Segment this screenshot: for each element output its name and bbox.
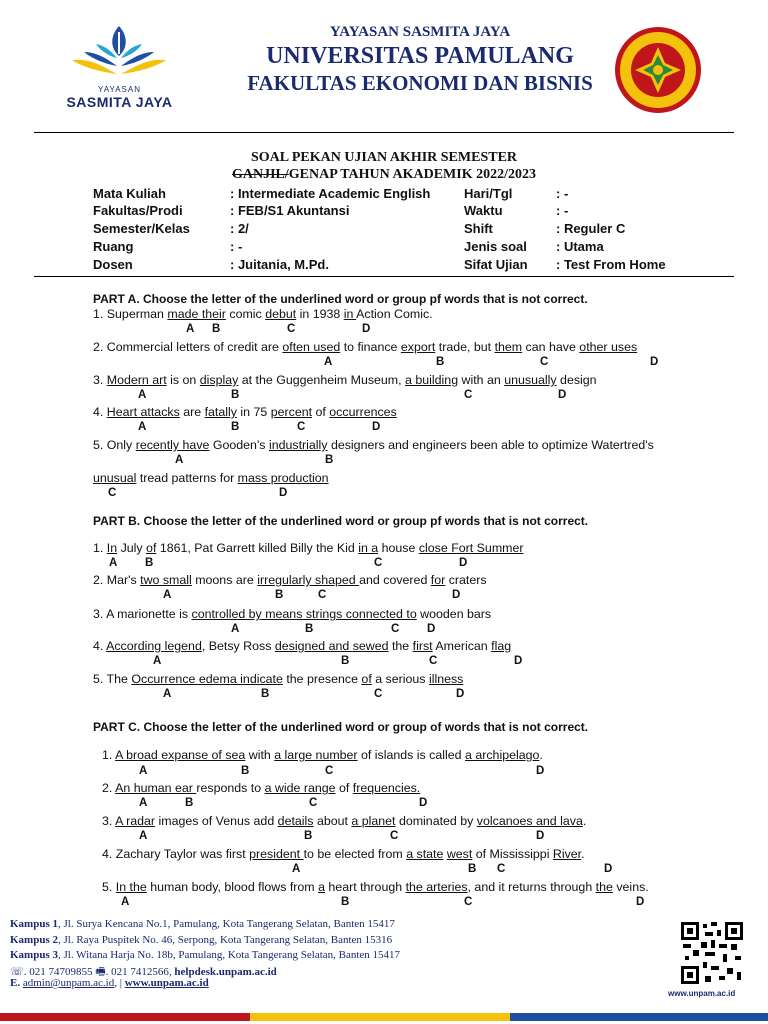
info-label: Jenis soal	[464, 239, 527, 254]
q-text: 3.	[102, 814, 116, 828]
option-c: for	[430, 573, 446, 587]
q-text: 2.	[102, 781, 116, 795]
letter-b: B	[241, 765, 250, 777]
option-ab: An human ear	[115, 781, 197, 795]
q-text: tread patterns for	[136, 471, 238, 485]
info-value: : 2/	[230, 221, 249, 236]
option-c: of	[361, 672, 372, 686]
question-c1	[102, 748, 543, 762]
q-text: 4.	[93, 639, 107, 653]
letter-b: B	[231, 421, 240, 433]
option-c: them	[494, 340, 523, 354]
campus-address: , Jl. Raya Puspitek No. 46, Serpong, Kota Tangerang Selatan, Banten 15316	[58, 934, 393, 946]
letter-d: D	[558, 389, 567, 401]
letter-d: D	[604, 863, 613, 875]
info-label: Dosen	[93, 257, 133, 272]
campus-address: , Jl. Surya Kencana No.1, Pamulang, Kota Tangerang Selatan, Banten 15417	[58, 918, 395, 930]
phone-icon: ☏	[10, 966, 24, 978]
question-b4	[93, 639, 511, 653]
question-b2	[93, 573, 487, 587]
q-text: to be elected from	[303, 847, 407, 861]
question-b5	[93, 672, 463, 686]
q-text: and covered	[359, 573, 431, 587]
q-text: of	[335, 781, 353, 795]
letter-b: B	[305, 623, 314, 635]
option-d: frequencies.	[352, 781, 421, 795]
q-text: responds to	[196, 781, 265, 795]
footer-campus-1	[10, 918, 395, 930]
info-value: : Juitania, M.Pd.	[230, 257, 329, 272]
q-text: the presence	[282, 672, 362, 686]
qr-code-icon	[679, 920, 745, 986]
q-text: Action Comic.	[356, 307, 433, 321]
option-b: designed and sewed	[274, 639, 389, 653]
option-d: a archipelago	[465, 748, 540, 762]
website-link[interactable]: www.unpam.ac.id	[124, 977, 209, 989]
logo-small-text: YAYASAN	[97, 85, 141, 94]
university-name: UNIVERSITAS PAMULANG	[266, 43, 574, 69]
question-a1	[93, 307, 433, 321]
info-label: Mata Kuliah	[93, 186, 166, 201]
helpdesk-link[interactable]: helpdesk.unpam.ac.id	[174, 966, 277, 978]
info-label: Hari/Tgl	[464, 186, 513, 201]
letter-d: D	[456, 688, 465, 700]
letter-a: A	[139, 830, 148, 842]
q-text: July	[117, 541, 147, 555]
option-a: two small	[140, 573, 192, 587]
letter-b: B	[275, 589, 284, 601]
part-a-heading: PART A. Choose the letter of the underlined word or group pf words that is not correct.	[93, 292, 588, 306]
q-text: dominated by	[395, 814, 477, 828]
letter-a: A	[153, 655, 162, 667]
q-text: 1.	[102, 748, 116, 762]
letter-c: C	[297, 421, 306, 433]
email-label: E.	[10, 977, 23, 989]
q-text: to finance	[340, 340, 401, 354]
letter-c: C	[287, 323, 296, 335]
q-text: of Mississippi	[472, 847, 553, 861]
question-c3	[102, 814, 586, 828]
letter-c: C	[497, 863, 506, 875]
q-text: human body, blood flows from	[146, 880, 319, 894]
q-text: of islands is called	[357, 748, 466, 762]
sasmita-jaya-logo	[62, 22, 177, 114]
q-text: can have	[522, 340, 580, 354]
q-text: designers and engineers been able to optimize Watertred's	[327, 438, 654, 452]
option-d: volcanoes and lava	[476, 814, 583, 828]
q-text: in 1938	[296, 307, 344, 321]
letter-c: C	[390, 830, 399, 842]
letter-b: B	[325, 454, 334, 466]
letter-c: C	[429, 655, 438, 667]
q-text: Gooden's	[209, 438, 269, 452]
option-c: in a	[358, 541, 379, 555]
info-label: Shift	[464, 221, 493, 236]
letter-d: D	[419, 797, 428, 809]
letter-d: D	[459, 557, 468, 569]
info-label: Semester/Kelas	[93, 221, 190, 236]
qr-url: www.unpam.ac.id	[668, 989, 736, 998]
sasmita-emblem-icon	[62, 22, 177, 84]
letter-a: A	[139, 765, 148, 777]
option-d: unusually	[504, 373, 557, 387]
q-text: 5.	[102, 880, 116, 894]
option-d: illness	[428, 672, 464, 686]
q-text: trade, but	[435, 340, 495, 354]
part-b-heading: PART B. Choose the letter of the underlined word or group pf words that is not correct.	[93, 514, 589, 528]
footer-bar-blue	[510, 1013, 768, 1021]
university-seal-icon	[612, 25, 704, 115]
footer-campus-2	[10, 934, 392, 946]
option-b: details	[277, 814, 314, 828]
option-a: often used	[282, 340, 341, 354]
option-c: the arteries	[405, 880, 468, 894]
letter-a: A	[163, 589, 172, 601]
letter-c: C	[391, 623, 400, 635]
q-text: of	[312, 405, 330, 419]
q-text: American	[432, 639, 492, 653]
question-a5	[93, 438, 654, 452]
q-text: 2. Mar's	[93, 573, 141, 587]
q-text: .	[539, 748, 543, 762]
option-b: export	[400, 340, 436, 354]
question-c4	[102, 847, 585, 861]
q-text: heart through	[324, 880, 406, 894]
q-text: 1861, Pat Garrett killed Billy the Kid	[156, 541, 359, 555]
option-b: irregularly shaped	[257, 573, 360, 587]
q-text: 4. Zachary Taylor was first	[102, 847, 250, 861]
letter-a: A	[231, 623, 240, 635]
q-text: 2. Commercial letters of credit are	[93, 340, 283, 354]
option-b: of	[146, 541, 157, 555]
letter-d: D	[427, 623, 436, 635]
q-text: with	[245, 748, 275, 762]
option-d: the	[595, 880, 613, 894]
option-a: In the	[115, 880, 147, 894]
letter-c: C	[325, 765, 334, 777]
letter-b: B	[436, 356, 445, 368]
letter-a: A	[186, 323, 195, 335]
question-b1	[93, 541, 523, 555]
q-text: craters	[445, 573, 487, 587]
part-c-heading: PART C. Choose the letter of the underlined word or group of words that is not correct.	[93, 720, 589, 734]
logo-name-text: SASMITA JAYA	[66, 94, 173, 110]
letter-d: D	[636, 896, 645, 908]
foundation-name: YAYASAN SASMITA JAYA	[329, 24, 511, 40]
q-text: veins.	[612, 880, 649, 894]
letter-b: B	[212, 323, 221, 335]
option-c: unusual	[93, 471, 137, 485]
q-text: design	[556, 373, 597, 387]
info-value: : -	[556, 186, 569, 201]
letter-c: C	[318, 589, 327, 601]
university-seal	[612, 25, 704, 115]
question-c5	[102, 880, 649, 894]
options-abcd: controlled by means strings connected to	[191, 607, 417, 621]
option-a: made their	[167, 307, 226, 321]
letter-b: B	[261, 688, 270, 700]
q-text: .	[581, 847, 585, 861]
option-c: a building	[405, 373, 459, 387]
q-text: a serious	[371, 672, 429, 686]
info-value: : -	[556, 203, 569, 218]
letter-c: C	[374, 688, 383, 700]
letter-c: C	[540, 356, 549, 368]
option-a: president	[249, 847, 304, 861]
letter-d: D	[536, 765, 545, 777]
info-label: Sifat Ujian	[464, 257, 528, 272]
campus-label: Kampus 3	[10, 949, 58, 961]
phone-number: . 021 74709855	[23, 966, 93, 978]
fax-number: . 021 7412566,	[105, 966, 175, 978]
letter-a: A	[139, 797, 148, 809]
option-d: close Fort Summer	[418, 541, 524, 555]
q-text: 3. A marionette is	[93, 607, 192, 621]
option-c: a wide range	[264, 781, 336, 795]
q-text: is on	[166, 373, 200, 387]
q-text: about	[313, 814, 352, 828]
campus-address: , Jl. Witana Harja No. 18b, Pamulang, Kota Tangerang Selatan, Banten 15417	[58, 949, 401, 961]
letter-d: D	[452, 589, 461, 601]
option-bc: a large number	[274, 748, 358, 762]
letter-b: B	[185, 797, 194, 809]
option-b: display	[199, 373, 239, 387]
letter-c: C	[108, 487, 117, 499]
option-a: A broad expanse of sea	[115, 748, 246, 762]
letter-a: A	[109, 557, 118, 569]
q-text: in 75	[236, 405, 271, 419]
footer-bar-gold	[250, 1013, 510, 1021]
letter-d: D	[650, 356, 659, 368]
info-label: Fakultas/Prodi	[93, 203, 183, 218]
exam-subtitle-struck: GANJIL/	[231, 167, 289, 182]
option-b: a	[318, 880, 325, 894]
option-a: In	[106, 541, 118, 555]
letter-a: A	[292, 863, 301, 875]
option-b: a state	[406, 847, 444, 861]
letter-b: B	[304, 830, 313, 842]
fax-icon: 🖷	[95, 966, 106, 978]
option-d: other uses	[579, 340, 638, 354]
option-d: mass production	[237, 471, 329, 485]
letter-a: A	[138, 421, 147, 433]
question-a3	[93, 373, 597, 387]
options-ab: Occurrence edema indicate	[131, 672, 283, 686]
letter-a: A	[121, 896, 130, 908]
q-text: house	[378, 541, 419, 555]
exam-subtitle-rest: GENAP TAHUN AKADEMIK 2022/2023	[288, 167, 537, 182]
campus-label: Kampus 2	[10, 934, 58, 946]
letter-c: C	[464, 896, 473, 908]
exam-subtitle	[0, 167, 768, 183]
question-a5-cont	[93, 471, 329, 485]
option-d: River	[552, 847, 582, 861]
option-b: fatally	[204, 405, 237, 419]
question-a4	[93, 405, 397, 419]
q-text: 4.	[93, 405, 107, 419]
letter-d: D	[279, 487, 288, 499]
option-d: flag	[491, 639, 512, 653]
letter-a: A	[138, 389, 147, 401]
info-label: Ruang	[93, 239, 134, 254]
letter-d: D	[372, 421, 381, 433]
letter-b: B	[231, 389, 240, 401]
option-c: first	[412, 639, 433, 653]
option-a: recently have	[135, 438, 210, 452]
option-c: a planet	[351, 814, 396, 828]
info-value: : Intermediate Academic English	[230, 186, 431, 201]
option-c: percent	[270, 405, 313, 419]
option-a: Modern art	[106, 373, 167, 387]
letter-c: C	[374, 557, 383, 569]
q-text: 1.	[93, 541, 107, 555]
email-link[interactable]: admin@unpam.ac.id	[22, 977, 115, 989]
q-text: the	[388, 639, 413, 653]
letter-a: A	[163, 688, 172, 700]
question-c2	[102, 781, 420, 795]
letter-c: C	[464, 389, 473, 401]
q-text: 3.	[93, 373, 107, 387]
letter-a: A	[175, 454, 184, 466]
letter-b: B	[468, 863, 477, 875]
letter-b: B	[145, 557, 154, 569]
q-text: comic	[225, 307, 266, 321]
q-text: , Betsy Ross	[201, 639, 275, 653]
option-c: west	[446, 847, 473, 861]
footer-campus-3	[10, 949, 400, 961]
letter-b: B	[341, 655, 350, 667]
q-text: , and it returns through	[467, 880, 596, 894]
q-text: moons are	[191, 573, 258, 587]
info-value: : Reguler C	[556, 221, 626, 236]
info-value: : Test From Home	[556, 257, 666, 272]
option-a: Heart attacks	[106, 405, 180, 419]
option-d: in	[343, 307, 357, 321]
q-text: 5. The	[93, 672, 132, 686]
q-text: with an	[458, 373, 505, 387]
footer-email-web	[10, 977, 209, 989]
q-text: are	[179, 405, 205, 419]
q-text: .	[582, 814, 587, 828]
question-b3	[93, 607, 491, 621]
info-value: : -	[230, 239, 243, 254]
letter-d: D	[362, 323, 371, 335]
q-text: 5. Only	[93, 438, 136, 452]
faculty-name: FAKULTAS EKONOMI DAN BISNIS	[247, 71, 593, 95]
question-a2	[93, 340, 637, 354]
option-a: According legend	[106, 639, 202, 653]
letter-d: D	[536, 830, 545, 842]
option-a: A radar	[115, 814, 156, 828]
letter-c: C	[309, 797, 318, 809]
letter-a: A	[324, 356, 333, 368]
campus-label: Kampus 1	[10, 918, 58, 930]
q-text: images of Venus add	[155, 814, 278, 828]
option-b: industrially	[268, 438, 328, 452]
info-value: : Utama	[556, 239, 604, 254]
option-c: debut	[265, 307, 297, 321]
footer-bar-red	[0, 1013, 250, 1021]
info-label: Waktu	[464, 203, 503, 218]
option-d: occurrences	[329, 405, 397, 419]
q-text: at the Guggenheim Museum,	[238, 373, 406, 387]
exam-title: SOAL PEKAN UJIAN AKHIR SEMESTER	[250, 150, 518, 165]
q-text: 1. Superman	[93, 307, 168, 321]
q-text: wooden bars	[416, 607, 492, 621]
separator: , |	[114, 977, 125, 989]
info-value: : FEB/S1 Akuntansi	[230, 203, 350, 218]
letter-b: B	[341, 896, 350, 908]
letter-d: D	[514, 655, 523, 667]
